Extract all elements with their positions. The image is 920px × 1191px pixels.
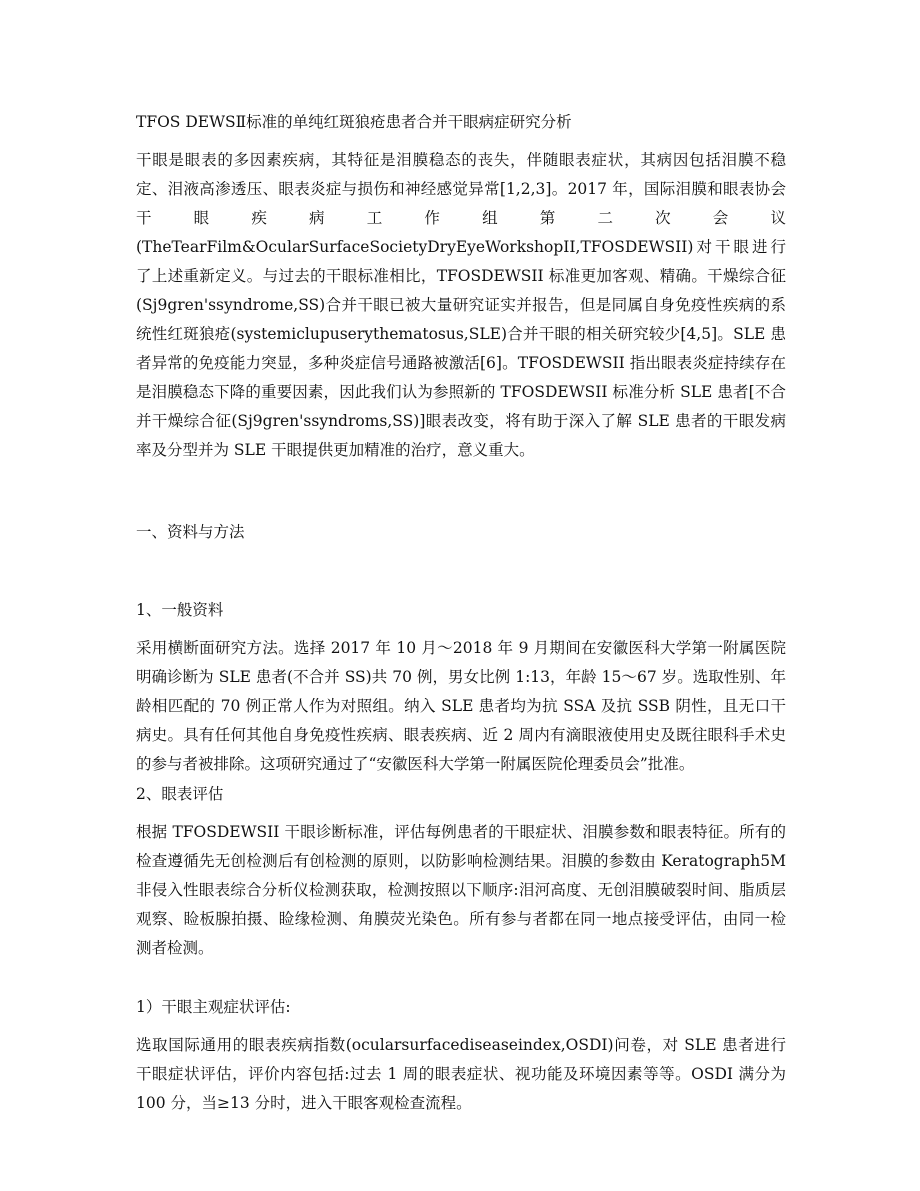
- document-title: TFOS DEWSⅡ标准的单纯红斑狼疮患者合并干眼病症研究分析: [136, 113, 572, 131]
- intro-paragraph: 干眼是眼表的多因素疾病，其特征是泪膜稳态的丧失，伴随眼表症状，其病因包括泪膜不稳定、泪液高渗透压、眼表炎症与损伤和神经感觉异常[1,2,3]。2017 年，国际泪膜和眼表协会干眼疾病工作组第二次会议(TheTearFilm&OcularSurfaceSocietyDryEyeWorkshopII,TFOSDEWSII)对干眼进行了上述重新定义。与过去的干眼标准相比，TFOSDEWSII 标准更加客观、精确。干燥综合征(Sj9gren'ssyndrome,SS)合并干眼已被大量研究证实并报告，但是同属自身免疫性疾病的系统性红斑狼疮(systemiclupuserythematosus,SLE)合并干眼的相关研究较少[4,5]。SLE 患者异常的免疫能力突显，多种炎症信号通路被激活[6]。TFOSDEWSII 指出眼表炎症持续存在是泪膜稳态下降的重要因素，因此我们认为参照新的 TFOSDEWSII 标准分析 SLE 患者[不合并干燥综合征(Sj9gren'ssyndroms,SS)]眼表改变，将有助于深入了解 SLE 患者的干眼发病率及分型并为 SLE 干眼提供更加精准的治疗，意义重大。: [136, 151, 786, 459]
- subjective-symptoms-paragraph: 选取国际通用的眼表疾病指数(ocularsurfacediseaseindex,OSDI)问卷，对 SLE 患者进行干眼症状评估，评价内容包括:过去 1 周的眼表症状、视功能及环境因素等等。OSDI 满分为 100 分，当≥13 分时，进入干眼客观检查流程。: [136, 1036, 786, 1112]
- ocular-assessment-paragraph: 根据 TFOSDEWSII 干眼诊断标准，评估每例患者的干眼症状、泪膜参数和眼表特征。所有的检查遵循先无创检测后有创检测的原则，以防影响检测结果。泪膜的参数由 Keratograph5M 非侵入性眼表综合分析仪检测获取，检测按照以下顺序:泪河高度、无创泪膜破裂时间、脂质层观察、睑板腺拍摄、睑缘检测、角膜荧光染色。所有参与者都在同一地点接受评估，由同一检测者检测。: [136, 823, 786, 957]
- subheading-general-data: 1、一般资料: [136, 601, 224, 619]
- general-data-paragraph: 采用横断面研究方法。选择 2017 年 10 月～2018 年 9 月期间在安徽医科大学第一附属医院明确诊断为 SLE 患者(不合并 SS)共 70 例，男女比例 1:13，年龄 15～67 岁。选取性别、年龄相匹配的 70 例正常人作为对照组。纳入 SLE 患者均为抗 SSA 及抗 SSB 阴性，且无口干病史。具有任何其他自身免疫性疾病、眼表疾病、近 2 周内有滴眼液使用史及既往眼科手术史的参与者被排除。这项研究通过了“安徽医科大学第一附属医院伦理委员会”批准。: [136, 639, 786, 773]
- subheading-ocular-assessment: 2、眼表评估: [136, 785, 224, 803]
- section-heading-materials-methods: 一、资料与方法: [136, 523, 245, 541]
- subheading-subjective-symptoms: 1）干眼主观症状评估:: [136, 998, 291, 1016]
